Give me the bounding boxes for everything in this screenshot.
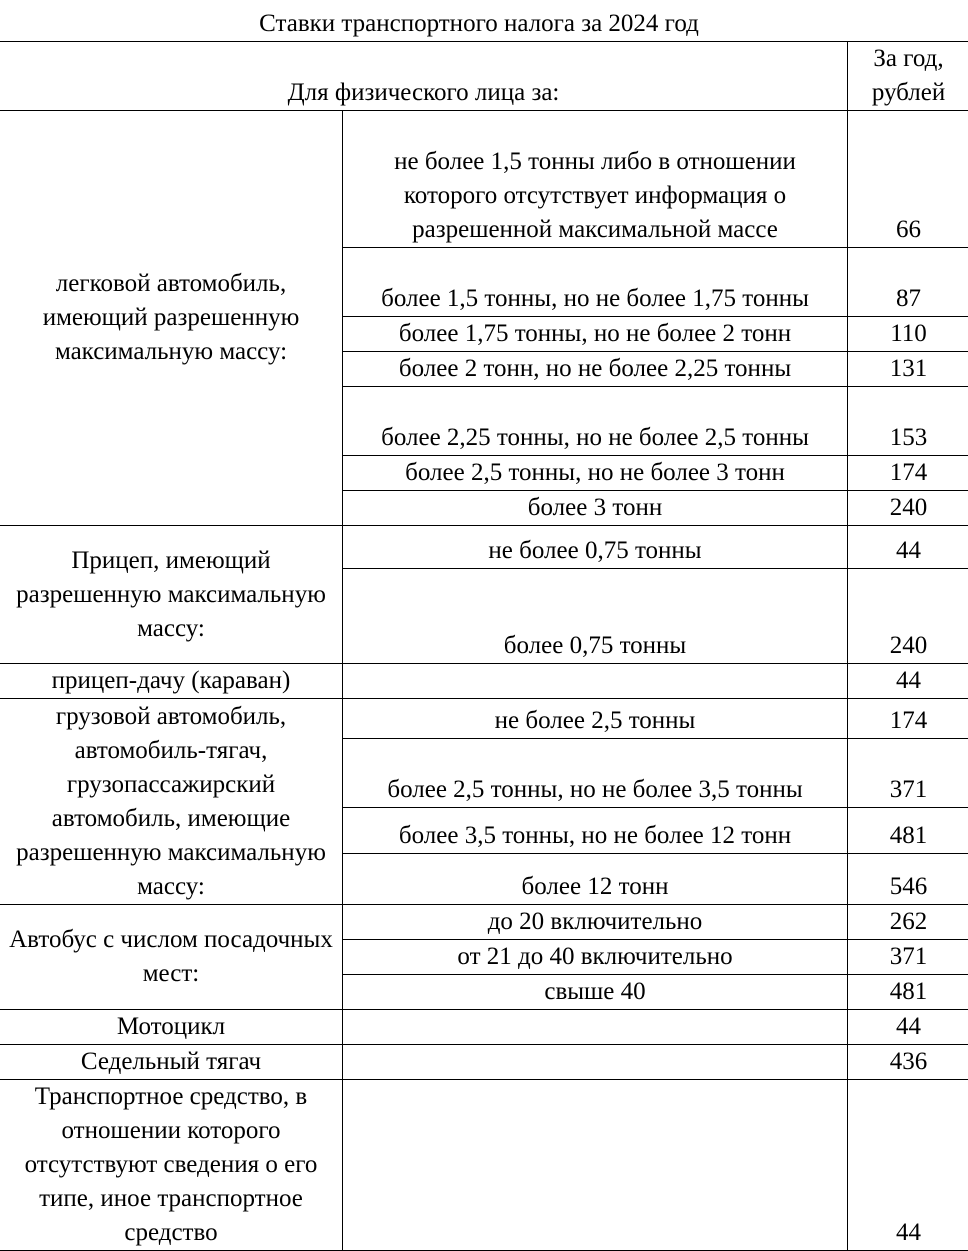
table-row — [0, 905, 968, 940]
rate-cell: 44 — [848, 526, 968, 569]
rate-cell: 371 — [848, 739, 968, 808]
condition-cell — [343, 1010, 848, 1045]
condition-cell: более 2,5 тонны, но не более 3 тонн — [343, 456, 848, 491]
rate-cell: 153 — [848, 387, 968, 456]
rate-cell: 481 — [848, 808, 968, 854]
header-row — [0, 42, 968, 111]
table-row — [0, 664, 968, 699]
vehicle-type-cell: грузовой автомобиль, автомобиль-тягач, грузопассажирский автомобиль, имеющие разрешенную максимальную массу: — [0, 699, 343, 905]
condition-cell — [343, 1080, 848, 1251]
table-row — [0, 699, 968, 739]
rate-cell: 371 — [848, 940, 968, 975]
rate-cell: 481 — [848, 975, 968, 1010]
vehicle-type-cell: Мотоцикл — [0, 1010, 343, 1045]
rate-cell: 546 — [848, 854, 968, 905]
condition-cell: более 2,5 тонны, но не более 3,5 тонны — [343, 739, 848, 808]
condition-cell: свыше 40 — [343, 975, 848, 1010]
rate-cell: 87 — [848, 248, 968, 317]
condition-cell: от 21 до 40 включительно — [343, 940, 848, 975]
rate-cell: 436 — [848, 1045, 968, 1080]
vehicle-type-cell: Прицеп, имеющий разрешенную максимальную массу: — [0, 526, 343, 664]
condition-cell: не более 1,5 тонны либо в отношении которого отсутствует информация о разрешенной максимальной массе — [343, 111, 848, 248]
condition-cell: более 2 тонн, но не более 2,25 тонны — [343, 352, 848, 387]
condition-cell: не более 0,75 тонны — [343, 526, 848, 569]
header-subject: Для физического лица за: — [0, 42, 848, 111]
table-row — [0, 111, 968, 248]
condition-cell: более 0,75 тонны — [343, 569, 848, 664]
rate-cell: 174 — [848, 699, 968, 739]
condition-cell: не более 2,5 тонны — [343, 699, 848, 739]
table-row — [0, 526, 968, 569]
condition-cell: более 3 тонн — [343, 491, 848, 526]
rate-cell: 44 — [848, 1010, 968, 1045]
condition-cell: более 1,75 тонны, но не более 2 тонн — [343, 317, 848, 352]
condition-cell: более 1,5 тонны, но не более 1,75 тонны — [343, 248, 848, 317]
condition-cell: более 12 тонн — [343, 854, 848, 905]
rate-cell: 262 — [848, 905, 968, 940]
header-rate: За год, рублей — [848, 42, 968, 111]
rate-cell: 110 — [848, 317, 968, 352]
rate-cell: 240 — [848, 569, 968, 664]
table-title: Ставки транспортного налога за 2024 год — [259, 10, 699, 37]
condition-cell — [343, 1045, 848, 1080]
tax-rates-table — [0, 41, 968, 1251]
table-row — [0, 1045, 968, 1080]
rate-cell: 44 — [848, 664, 968, 699]
condition-cell: до 20 включительно — [343, 905, 848, 940]
rate-cell: 66 — [848, 111, 968, 248]
vehicle-type-cell: Седельный тягач — [0, 1045, 343, 1080]
rate-cell: 174 — [848, 456, 968, 491]
vehicle-type-cell: прицеп-дачу (караван) — [0, 664, 343, 699]
table-row — [0, 1010, 968, 1045]
rate-cell: 131 — [848, 352, 968, 387]
rate-cell: 240 — [848, 491, 968, 526]
rate-cell: 44 — [848, 1080, 968, 1251]
condition-cell — [343, 664, 848, 699]
vehicle-type-cell: Транспортное средство, в отношении которого отсутствуют сведения о его типе, иное транспортное средство — [0, 1080, 343, 1251]
condition-cell: более 2,25 тонны, но не более 2,5 тонны — [343, 387, 848, 456]
vehicle-type-cell: легковой автомобиль, имеющий разрешенную максимальную массу: — [0, 111, 343, 526]
table-row — [0, 1080, 968, 1251]
condition-cell: более 3,5 тонны, но не более 12 тонн — [343, 808, 848, 854]
vehicle-type-cell: Автобус с числом посадочных мест: — [0, 905, 343, 1010]
